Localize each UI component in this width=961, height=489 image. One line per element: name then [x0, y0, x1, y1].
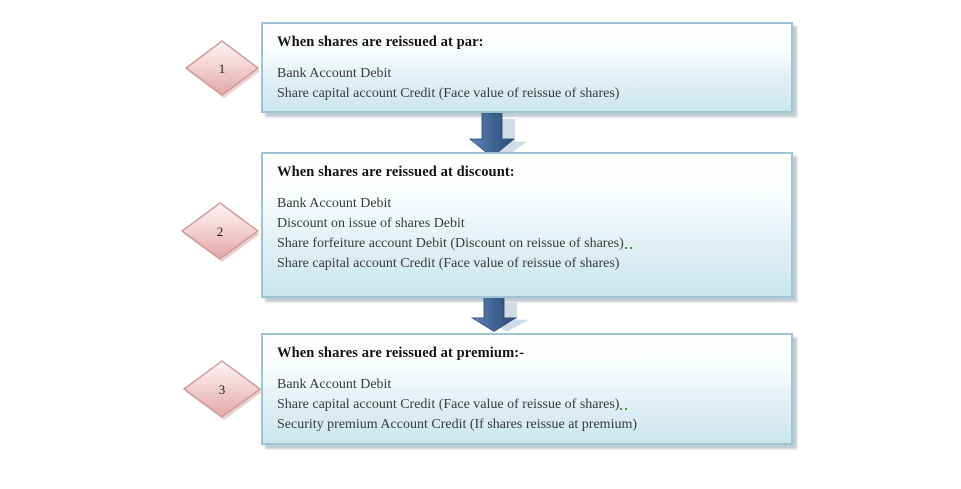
- step-number: 3: [218, 382, 226, 397]
- step-number: 2: [216, 224, 224, 239]
- step-1-box: [261, 22, 793, 113]
- step-3-title: When shares are reissued at premium:-: [277, 345, 525, 361]
- diamond-icon: [180, 202, 260, 262]
- journal-entry-line: Share capital account Credit (Face value of reissue of shares): [277, 256, 620, 271]
- step-2-title: When shares are reissued at discount:: [277, 164, 515, 180]
- journal-entry-line: Bank Account Debit: [277, 66, 392, 81]
- journal-entry-line: Share capital account Credit (Face value of reissue of shares): [277, 395, 777, 415]
- journal-entry-line: Security premium Account Credit (If shares reissue at premium): [277, 417, 638, 432]
- journal-entry-line: Share capital account Credit (Face value of reissue of shares): [277, 86, 620, 101]
- diamond-icon: [184, 40, 260, 98]
- step-1-title: When shares are reissued at par:: [277, 34, 484, 50]
- step-1-badge: [184, 40, 260, 98]
- step-2-badge: [180, 202, 260, 262]
- block-arrow-svg: [468, 298, 532, 333]
- journal-entry-line: Bank Account Debit: [277, 196, 392, 211]
- step-2-box: [261, 152, 793, 298]
- journal-entry-line: Bank Account Debit: [277, 377, 392, 392]
- diamond-icon: [182, 360, 262, 420]
- step-number: 1: [218, 61, 226, 76]
- arrow-down-icon: [468, 298, 532, 333]
- step-3-badge: [182, 360, 262, 420]
- grammar-squiggle-icon: [620, 405, 627, 410]
- grammar-squiggle-icon: [625, 244, 632, 249]
- step-3-box: [261, 333, 793, 445]
- journal-entry-line: Share forfeiture account Debit (Discount on reissue of shares): [277, 234, 777, 254]
- journal-entry-line: Discount on issue of shares Debit: [277, 216, 465, 231]
